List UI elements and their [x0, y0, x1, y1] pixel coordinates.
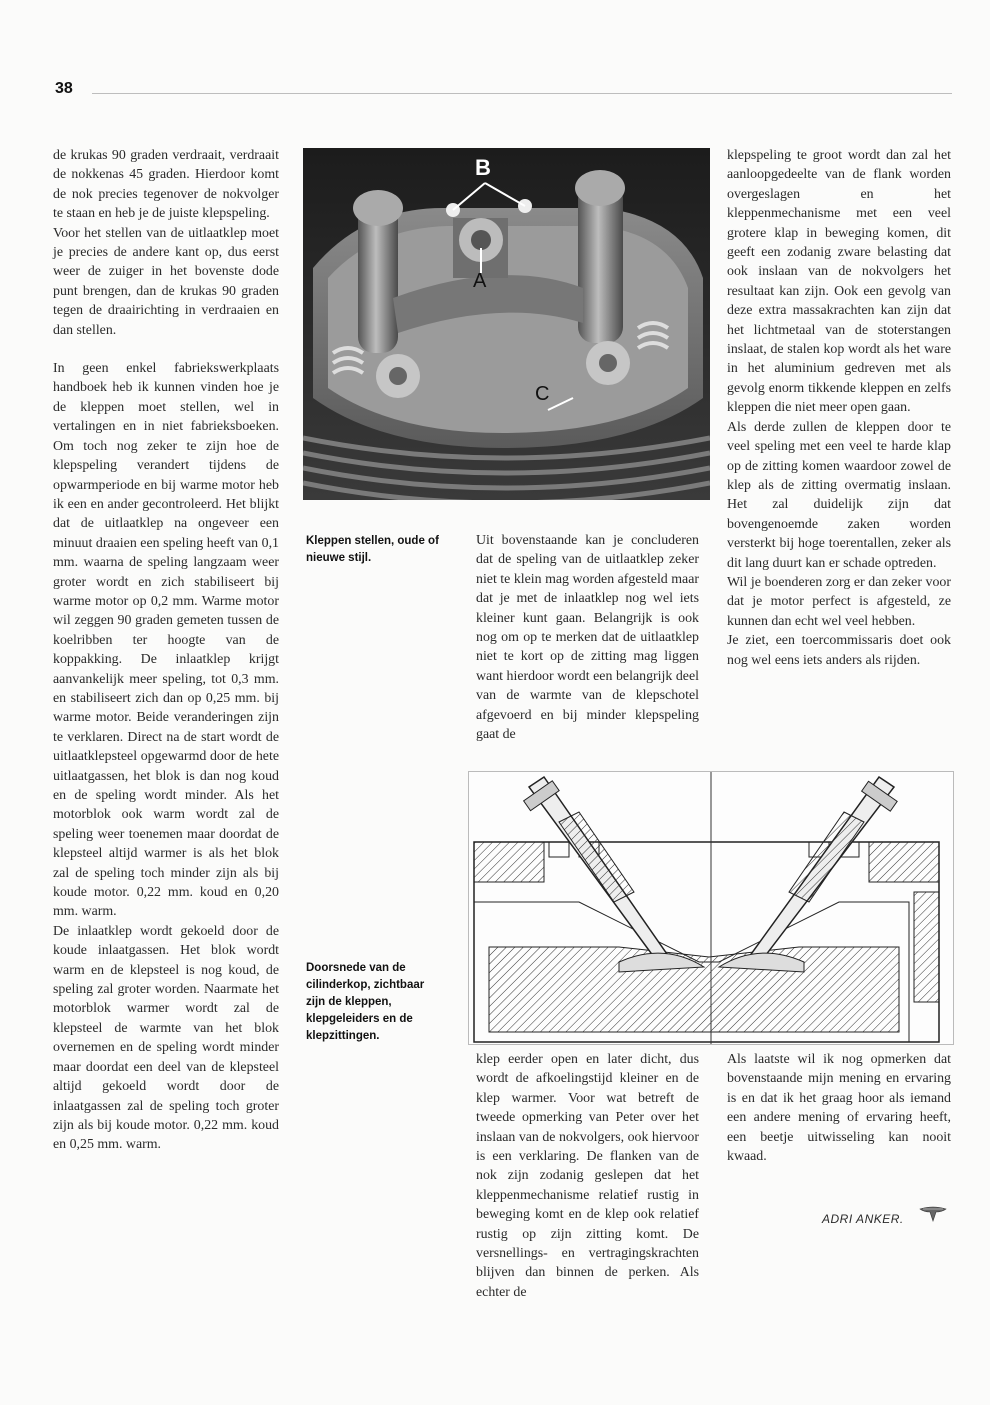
paragraph: In geen enkel fabriekswerkplaats handboek heb ik kunnen vinden hoe je de kleppen moet stellen, wel in vertalingen en in niet fabrieksboeken. Om toch nog zeker te zijn hoe de klepspeling verandert tijdens de opwarmperiode en bij warme motor heb ik een en ander gecontroleerd. Het blijkt dat de uitlaatklep na ongeveer een minuut draaien een speling heeft van 0,1 mm. waarna de speling langzaam weer groter wordt en zich stabiliseert bij warme motor op 0,2 mm. Warme motor wil zeggen 90 graden gemeten tussen de koelribben ter hoogte van de koppakking. De inlaatklep krijgt aanvankelijk meer speling, tot 0,3 mm. en stabiliseert zich dan op 0,25 mm. bij warme motor. Beide veranderingen zijn te verklaren. Direct na de start wordt de uitlaatklepsteel opgewarmd door de hete uitlaatgassen, het blok is dan nog koud en de speling wordt minder. Als het motorblok ook warm wordt zal de speling weer toenemen maar doordat de klepsteel altijd warmer is als het blok zal de speling toch minder zijn als bij koude motor. 0,22 mm. koud en 0,20 mm. warm. [53, 361, 279, 920]
column-3-bottom [476, 1050, 699, 1302]
paragraph: Voor het stellen van de uitlaatklep moet je precies de andere kant op, dus eerst weer de zuiger in het bovenste dode punt brengen, dan de krukas 90 graden tegen de draairichting in verdraaien en dan stellen. [53, 225, 279, 338]
paragraph: klep eerder open en later dicht, dus wordt de afkoelingstijd kleiner en de klep warmer. Voor wat betreft de tweede opmerking van Peter over het inslaan van de nokvolgers, ook hiervoor is een verklaring. De flanken van de nok zijn zodanig geslepen dat het kleppenmechanisme relatief rustig in beweging komt en de klep ook relatief rustig op zijn zitting komt. De versnellings- en vertragingskrachten blijven dan binnen de perken. Als echter de [476, 1052, 699, 1300]
page-number: 38 [55, 80, 73, 97]
column-1 [53, 146, 279, 1155]
photo-label-b: B [475, 155, 491, 180]
paragraph: Wil je boenderen zorg er dan zeker voor dat je motor perfect is afgesteld, ze kunnen dan echt wel veel hebben. [727, 574, 951, 629]
paragraph: Als laatste wil ik nog opmerken dat bovenstaande mijn mening en ervaring is en dat ik het graag hoor als iemand een andere mening of ervaring heeft, een beetje uitwisseling kan nooit kwaad. [727, 1052, 951, 1165]
paragraph: Uit bovenstaande kan je concluderen dat de speling van de uitlaatklep zeker niet te klein mag worden afgesteld maar dat je met de inlaatklep nog wel iets kleiner kunt gaan. Belangrijk is ook nog om op te merken dat de uitlaatklep niet te kort op de zitting mag liggen want hierdoor wordt een belangrijk deel van de warmte van de klepschotel afgevoerd en bij minder klepspeling gaat de [476, 533, 699, 743]
photo-label-a: A [473, 270, 487, 292]
photo-label-c: C [535, 383, 550, 405]
paragraph: Je ziet, een toercommissaris doet ook nog wel eens iets anders als rijden. [727, 633, 951, 668]
author-signature: ADRI ANKER. [822, 1212, 904, 1226]
winged-logo-icon [918, 1203, 948, 1227]
paragraph: De inlaatklep wordt gekoeld door de koude inlaatgassen. Het blok wordt warm en de klepsteel is nog koud, de speling zal groter worden. Naarmate het motorblok warmer wordt zal de klepsteel de warmte van het blok overnemen en de speling wordt minder maar doordat een deel van de klepsteel altijd gekoeld wordt door de inlaatgassen zal de speling toch groter zijn als bij koude motor. 0,22 mm. koud en 0,25 mm. warm. [53, 923, 279, 1153]
paragraph: de krukas 90 graden verdraait, verdraait de nokkenas 45 graden. Hierdoor komt de nok precies tegenover de nokvolger te staan en heb je de juiste klepspeling. [53, 148, 279, 222]
column-4-bottom [727, 1050, 951, 1166]
paragraph: klepspeling te groot wordt dan zal het aanloopgedeelte van de flank worden overgeslagen en het kleppenmechanisme met een veel grotere klap in beweging komen, dit geeft een zodanig zware belasting dat ook inslaan van de nokvolgers het resultaat kan zijn. Ook een gevolg van deze extra massakrachten kan zijn dat het lichtmetaal van de stoterstangen inslaat, de stalen kop wordt als het ware in het aluminium gedreven met als gevolg enorm tikkende kleppen en zelfs kleppen die niet meer open gaan. [727, 148, 951, 416]
valve-adjustment-photo [303, 148, 710, 500]
diagram-caption: Doorsnede van de cilinderkop, zichtbaar zijn de kleppen, klepgeleiders en de klepzittingen. [306, 962, 425, 1042]
column-4-top [727, 146, 951, 670]
cylinder-head-cross-section-diagram [468, 771, 954, 1045]
paragraph: Als derde zullen de kleppen door te veel speling met een veel te harde klap op de zitting komen waardoor zowel de klep als de zitting overmatig inslaan. Het zal duidelijk zijn dat bovengenoemde zaken worden versterkt bij hoge toerentallen, zeker als dit lang duurt kan er schade optreden. [727, 419, 951, 571]
header-rule [92, 93, 952, 94]
photo-caption: Kleppen stellen, oude of nieuwe stijl. [306, 535, 439, 564]
column-3-top [476, 531, 699, 744]
